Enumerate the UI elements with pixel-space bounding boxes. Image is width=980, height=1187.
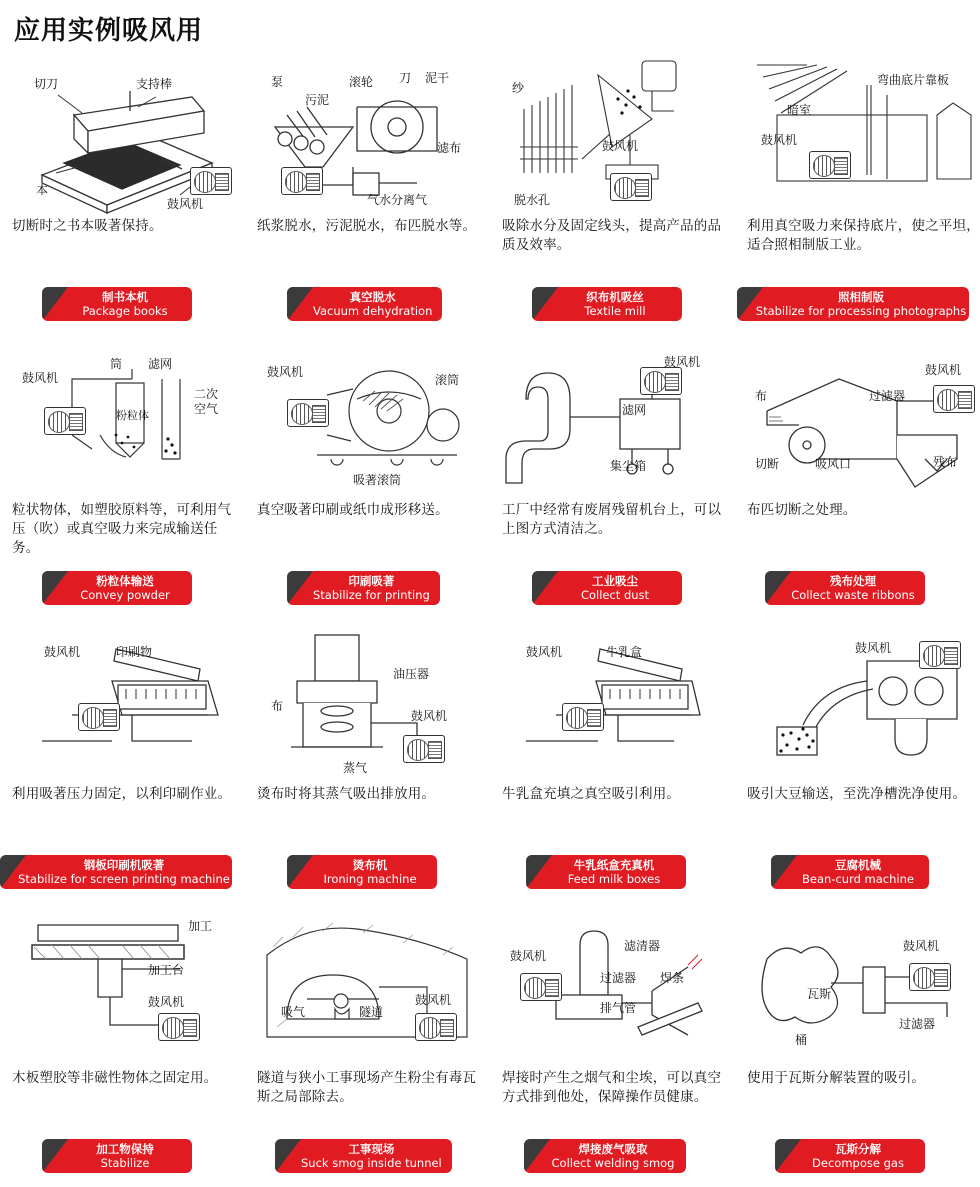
label-stabilize-photographs: [737, 287, 969, 321]
badge-corner-icon: [287, 287, 313, 321]
annotation-ben: 本: [36, 183, 49, 197]
annotation-filtercloth: 滤布: [437, 141, 462, 155]
diagram-stabilize: [12, 907, 237, 1067]
label-collect-waste-ribbons: [765, 571, 925, 605]
annotation-suction-drum: 吸著滚筒: [353, 473, 402, 487]
blower-icon: [44, 407, 86, 435]
annotation-filter-net: 滤网: [148, 357, 173, 371]
example-cell-screen-printing: [0, 619, 245, 903]
badge-corner-icon: [42, 287, 68, 321]
label-cn: 真空脱水: [349, 290, 396, 304]
label-cn: 瓦斯分解: [835, 1142, 881, 1156]
diagram-convey-powder: [12, 339, 237, 499]
annotation-zhichibang: 支持棒: [136, 77, 173, 91]
blower-icon: [403, 735, 445, 763]
blower-icon: [562, 703, 604, 731]
badge-corner-icon: [42, 571, 68, 605]
label-en: Package books: [82, 304, 168, 318]
label-stabilize: [42, 1139, 192, 1173]
annotation-powder: 粉粒体: [116, 409, 149, 422]
label-cn: 加工物保持: [96, 1142, 154, 1156]
caption-textile-mill: 吸除水分及固定线头，提高产品的品质及效率。: [502, 218, 722, 253]
annotation-knife: 刀: [399, 71, 412, 85]
annotation-blower: 鼓风机: [510, 949, 547, 963]
diagram-stabilize-printing: [257, 339, 482, 499]
annotation-blower: 鼓风机: [602, 139, 639, 153]
annotation-blower: 鼓风机: [855, 641, 892, 655]
annotation-cut: 切断: [755, 457, 780, 471]
annotation-sludge: 污泥: [305, 93, 330, 107]
label-cn: 工业吸尘: [592, 574, 638, 588]
label-en: Vacuum dehydration: [313, 304, 433, 318]
examples-grid: [0, 51, 980, 1187]
diagram-feed-milk-boxes: [502, 623, 727, 783]
example-cell-package-books: [0, 51, 245, 335]
annotation-milk-box: 牛乳盒: [606, 645, 643, 659]
annotation-filter-net: 滤网: [622, 403, 647, 417]
caption-vacuum-dehydration: 纸浆脱水，污泥脱水，布匹脱水等。: [257, 218, 477, 234]
blower-icon: [287, 399, 329, 427]
badge-corner-icon: [775, 1139, 801, 1173]
annotation-secondary-air: 二次空气: [194, 387, 219, 416]
caption-ironing-machine: 烫布时将其蒸气吸出排放用。: [257, 786, 436, 802]
annotation-drum: 滚筒: [435, 373, 460, 387]
example-cell-feed-milk-boxes: [490, 619, 735, 903]
diagram-collect-waste-ribbons: [747, 339, 972, 499]
example-cell-ironing-machine: [245, 619, 490, 903]
diagram-bean-curd-machine: [747, 623, 972, 783]
blower-icon: [809, 151, 851, 179]
label-feed-milk-boxes: [526, 855, 686, 889]
badge-corner-icon: [524, 1139, 550, 1173]
caption-package-books: 切断时之书本吸著保持。: [12, 218, 163, 234]
example-cell-decompose-gas: [735, 903, 980, 1187]
diagram-collect-dust: [502, 339, 727, 499]
annotation-printed-matter: 印刷物: [116, 645, 153, 659]
caption-suck-smog-tunnel: 隧道与狭小工事现场产生粉尘有毒瓦斯之局部除去。: [257, 1070, 477, 1105]
annotation-suction-air: 吸气: [281, 1005, 306, 1019]
annotation-blower: 鼓风机: [44, 645, 81, 659]
label-en: Collect waste ribbons: [791, 588, 915, 602]
label-en: Decompose gas: [812, 1156, 904, 1170]
badge-corner-icon: [287, 855, 313, 889]
annotation-waste-cloth: 残布: [933, 455, 958, 469]
caption-screen-printing: 利用吸著压力固定，以利印刷作业。: [12, 786, 232, 802]
label-cn: 烫布机: [352, 858, 388, 872]
caption-decompose-gas: 使用于瓦斯分解装置的吸引。: [747, 1070, 926, 1086]
annotation-tunnel: 隧道: [359, 1005, 384, 1019]
label-decompose-gas: [775, 1139, 925, 1173]
blower-icon: [909, 963, 951, 991]
caption-convey-powder: 粒状物体，如塑胶原料等，可利用气压（吹）或真空吸力来完成输送任务。: [12, 502, 232, 556]
caption-collect-dust: 工厂中经常有废屑残留机台上，可以上图方式清洁之。: [502, 502, 722, 537]
annotation-welding-rod: 焊条: [660, 971, 685, 985]
caption-stabilize-photographs: 利用真空吸力来保持底片，使之平坦，适合照相制版工业。: [747, 218, 980, 253]
caption-collect-waste-ribbons: 布匹切断之处理。: [747, 502, 857, 518]
diagram-screen-printing: [12, 623, 237, 783]
annotation-pump: 泵: [271, 75, 284, 89]
annotation-gas: 瓦斯: [807, 987, 832, 1001]
blower-icon: [610, 173, 652, 201]
annotation-filter: 过滤器: [899, 1017, 936, 1031]
annotation-blower: 鼓风机: [526, 645, 563, 659]
label-cn: 工事现场: [348, 1142, 395, 1156]
blower-icon: [933, 385, 975, 413]
example-cell-suck-smog-tunnel: [245, 903, 490, 1187]
annotation-suction-port: 吸风口: [815, 457, 852, 471]
annotation-dust-box: 集尘箱: [610, 459, 647, 473]
annotation-yarn: 纱: [512, 81, 525, 95]
example-cell-stabilize-printing: [245, 335, 490, 619]
annotation-hydraulic: 油压器: [393, 667, 430, 681]
caption-stabilize-printing: 真空吸著印刷或纸巾成形移送。: [257, 502, 449, 518]
label-cn: 制书本机: [102, 290, 148, 304]
badge-corner-icon: [275, 1139, 301, 1173]
blower-icon: [190, 167, 232, 195]
annotation-filter: 过滤器: [869, 389, 906, 403]
label-en: Textile mill: [584, 304, 646, 318]
label-en: Collect welding smog: [551, 1156, 675, 1170]
label-cn: 印刷吸著: [348, 574, 395, 588]
badge-corner-icon: [771, 855, 797, 889]
example-cell-stabilize-photographs: [735, 51, 980, 335]
label-cn: 织布机吸丝: [586, 290, 644, 304]
annotation-blower: 鼓风机: [664, 355, 701, 369]
diagram-textile-mill: [502, 55, 727, 215]
example-cell-collect-welding-smog: [490, 903, 735, 1187]
annotation-blower: 鼓风机: [267, 365, 304, 379]
annotation-blower: 鼓风机: [925, 363, 962, 377]
label-ironing-machine: [287, 855, 437, 889]
blower-icon: [281, 167, 323, 195]
example-cell-textile-mill: [490, 51, 735, 335]
blower-icon: [158, 1013, 200, 1041]
diagram-decompose-gas: [747, 907, 972, 1067]
example-cell-convey-powder: [0, 335, 245, 619]
label-en: Stabilize for screen printing machine: [18, 872, 230, 886]
diagram-stabilize-photographs: [747, 55, 972, 215]
label-en: Bean-curd machine: [802, 872, 914, 886]
annotation-exhaust-pipe: 排气管: [600, 1001, 637, 1015]
badge-corner-icon: [42, 1139, 68, 1173]
label-en: Stabilize for printing: [313, 588, 430, 602]
label-cn: 焊接废气吸取: [578, 1142, 648, 1156]
label-en: Stabilize for processing photographs: [755, 304, 967, 318]
blower-icon: [640, 367, 682, 395]
annotation-cloth: 布: [271, 699, 284, 713]
label-cn: 残布处理: [830, 574, 876, 588]
annotation-blower: 鼓风机: [411, 709, 448, 723]
label-bean-curd-machine: [771, 855, 929, 889]
caption-feed-milk-boxes: 牛乳盒充填之真空吸引利用。: [502, 786, 681, 802]
badge-corner-icon: [526, 855, 552, 889]
label-suck-smog-tunnel: [275, 1139, 452, 1173]
diagram-ironing-machine: [257, 623, 482, 783]
caption-stabilize: 木板塑胶等非磁性物体之固定用。: [12, 1070, 218, 1086]
blower-icon: [415, 1013, 457, 1041]
label-en: Suck smog inside tunnel: [301, 1156, 442, 1170]
annotation-machining: 加工: [188, 919, 213, 933]
label-package-books: [42, 287, 192, 321]
diagram-package-books: [12, 55, 237, 215]
badge-corner-icon: [532, 287, 558, 321]
label-stabilize-printing: [287, 571, 440, 605]
annotation-air-cleaner: 滤清器: [624, 939, 661, 953]
annotation-roller: 滚轮: [349, 75, 374, 89]
label-en: Collect dust: [580, 588, 650, 602]
label-cn: 牛乳纸盒充真机: [573, 858, 655, 872]
label-vacuum-dehydration: [287, 287, 442, 321]
annotation-drymud: 泥干: [425, 71, 450, 85]
label-cn: 钢板印刷机吸著: [83, 858, 165, 872]
annotation-blower: 鼓风机: [148, 995, 185, 1009]
annotation-cloth: 布: [755, 389, 768, 403]
annotation-worktable: 加工台: [148, 963, 185, 977]
caption-collect-welding-smog: 焊接时产生之烟气和尘埃，可以真空方式排到他处，保障操作员健康。: [502, 1070, 722, 1105]
annotation-blower: 鼓风机: [22, 371, 59, 385]
annotation-dewater-hole: 脱水孔: [514, 193, 551, 207]
label-cn: 豆腐机械: [835, 858, 881, 872]
annotation-barrel: 桶: [795, 1033, 808, 1047]
diagram-collect-welding-smog: [502, 907, 727, 1067]
annotation-filter: 过滤器: [600, 971, 637, 985]
diagram-vacuum-dehydration: [257, 55, 482, 215]
annotation-separator: 气水分离气: [367, 193, 428, 207]
label-screen-printing: [0, 855, 232, 889]
label-textile-mill: [532, 287, 682, 321]
annotation-blower: 鼓风机: [415, 993, 452, 1007]
label-en: Convey powder: [80, 588, 170, 602]
example-cell-stabilize: [0, 903, 245, 1187]
label-cn: 照相制版: [838, 290, 884, 304]
annotation-qiedao: 切刀: [34, 77, 59, 91]
label-convey-powder: [42, 571, 192, 605]
badge-corner-icon: [287, 571, 313, 605]
label-en: Stabilize: [100, 1156, 150, 1170]
label-en: Ironing machine: [323, 872, 417, 886]
example-cell-collect-dust: [490, 335, 735, 619]
diagram-suck-smog-tunnel: [257, 907, 482, 1067]
label-collect-welding-smog: [524, 1139, 686, 1173]
blower-icon: [919, 641, 961, 669]
page-title: 应用实例吸风用: [14, 16, 204, 46]
label-cn: 粉粒体输送: [96, 574, 154, 588]
annotation-tube: 筒: [110, 357, 123, 371]
blower-icon: [78, 703, 120, 731]
blower-icon: [520, 973, 562, 1001]
annotation-blower: 鼓风机: [903, 939, 940, 953]
label-collect-dust: [532, 571, 682, 605]
label-en: Feed milk boxes: [567, 872, 661, 886]
annotation-blower: 鼓风机: [167, 197, 204, 211]
example-cell-vacuum-dehydration: [245, 51, 490, 335]
annotation-backing-plate: 弯曲底片靠板: [877, 73, 950, 87]
badge-corner-icon: [765, 571, 791, 605]
example-cell-bean-curd-machine: [735, 619, 980, 903]
example-cell-collect-waste-ribbons: [735, 335, 980, 619]
annotation-steam: 蒸气: [343, 761, 368, 775]
annotation-blower: 鼓风机: [761, 133, 798, 147]
annotation-darkroom: 暗室: [787, 103, 812, 117]
caption-bean-curd-machine: 吸引大豆输送，至洗净槽洗净使用。: [747, 786, 967, 802]
badge-corner-icon: [532, 571, 558, 605]
